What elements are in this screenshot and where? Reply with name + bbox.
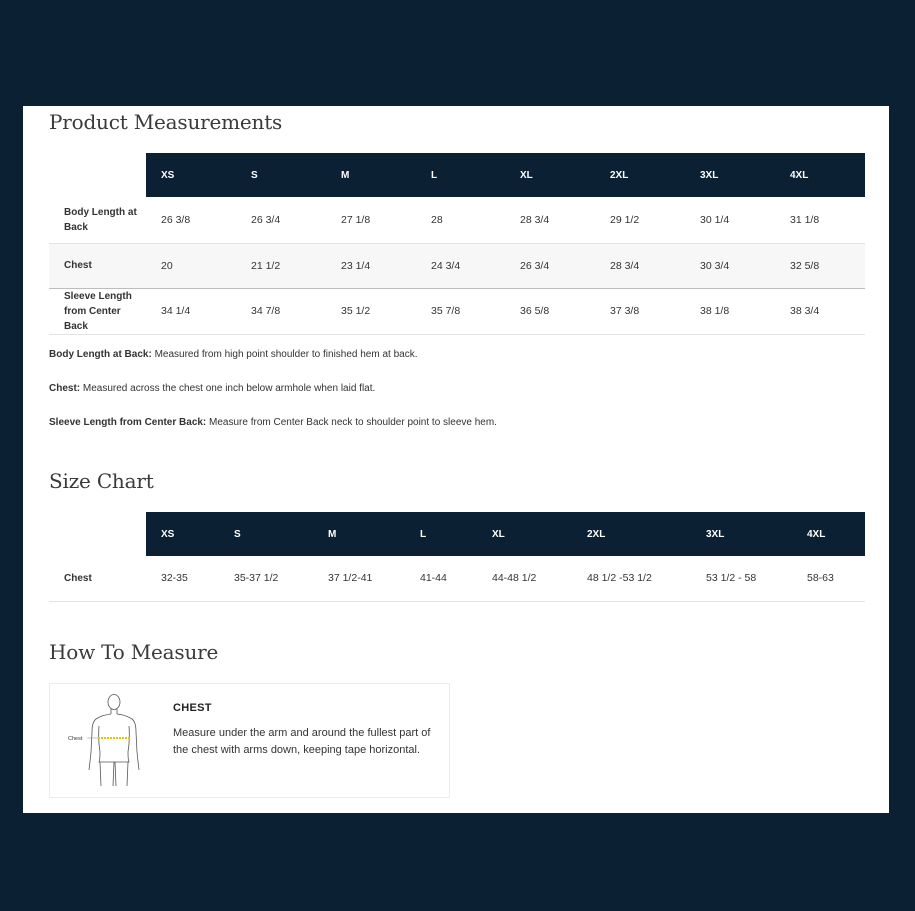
note-term: Body Length at Back: [49,349,152,360]
size-header: XS [146,512,219,556]
table-cell: 37 1/2-41 [328,572,373,585]
measurement-notes [49,348,497,450]
how-to-measure-title: How To Measure [49,640,219,664]
table-cell: 44-48 1/2 [492,572,537,585]
table-cell: 48 1/2 -53 1/2 [587,572,652,585]
size-header: 4XL [792,512,865,556]
table-cell: 24 3/4 [431,259,461,272]
note-sleeve-length [49,416,497,430]
size-header: S [236,153,326,197]
table-cell: 53 1/2 - 58 [706,572,757,585]
table-cell: 34 1/4 [161,305,191,317]
table-header-row [49,512,865,556]
size-header: 3XL [691,512,792,556]
product-measurements-table [49,153,865,335]
table-cell: 27 1/8 [341,213,371,226]
table-cell: 58-63 [807,572,834,585]
chest-measure-card [49,683,450,798]
row-label: Chest [64,260,92,271]
size-header: 3XL [685,153,775,197]
table-cell: 28 3/4 [520,213,550,226]
table-cell: 30 1/4 [700,213,730,226]
size-header: 2XL [572,512,691,556]
table-cell: 35-37 1/2 [234,572,279,585]
note-text: Measure from Center Back neck to shoulder point to sleeve hem. [206,417,497,428]
size-header: 4XL [775,153,865,197]
table-cell: 41-44 [420,572,447,585]
table-cell: 35 1/2 [341,305,371,317]
table-cell: 38 3/4 [790,305,820,317]
table-corner [49,512,146,556]
size-header: XL [477,512,572,556]
table-cell: 21 1/2 [251,259,281,272]
size-header: L [416,153,505,197]
note-chest [49,382,497,396]
product-measurements-title: Product Measurements [49,110,283,134]
size-header: XL [505,153,595,197]
size-header: XS [146,153,236,197]
size-header: M [313,512,405,556]
table-header-row [49,153,865,197]
row-label: Chest [64,572,92,584]
card-title: CHEST [173,702,212,714]
note-text: Measured from high point shoulder to finished hem at back. [151,349,418,360]
table-row [49,243,865,288]
size-chart-title: Size Chart [49,469,154,493]
note-body-length [49,348,497,362]
size-header: 2XL [595,153,685,197]
table-cell: 26 3/4 [251,213,281,226]
size-chart-table [49,512,865,602]
table-row [49,197,865,243]
table-row [49,288,865,334]
table-cell: 31 1/8 [790,213,820,226]
note-term: Chest: [49,383,81,394]
note-text: Measured across the chest one inch below armhole when laid flat. [80,383,376,394]
table-cell: 28 [431,213,443,226]
figure-chest-label: Chest [68,736,83,742]
table-cell: 29 1/2 [610,213,640,226]
size-header: M [326,153,416,197]
size-header: S [219,512,313,556]
table-cell: 20 [161,259,173,272]
table-cell: 37 3/8 [610,305,640,317]
table-corner [49,153,146,197]
card-description: Measure under the arm and around the fullest part of the chest with arms down, keeping tape horizontal. [173,727,431,756]
row-label: Sleeve Length from Center Back [64,290,132,332]
body-figure-icon [62,690,152,790]
table-cell: 32 5/8 [790,259,820,272]
table-cell: 35 7/8 [431,305,461,317]
table-cell: 32-35 [161,572,188,585]
table-cell: 26 3/4 [520,259,550,272]
table-cell: 36 5/8 [520,305,550,317]
table-cell: 23 1/4 [341,259,371,272]
size-header: L [405,512,477,556]
table-cell: 34 7/8 [251,305,281,317]
table-cell: 38 1/8 [700,305,730,317]
row-label: Body Length at Back [64,206,137,233]
table-cell: 26 3/8 [161,213,191,226]
table-cell: 30 3/4 [700,259,730,272]
table-cell: 28 3/4 [610,259,640,272]
size-guide-panel [23,106,889,813]
table-row [49,556,865,601]
note-term: Sleeve Length from Center Back: [49,417,207,428]
